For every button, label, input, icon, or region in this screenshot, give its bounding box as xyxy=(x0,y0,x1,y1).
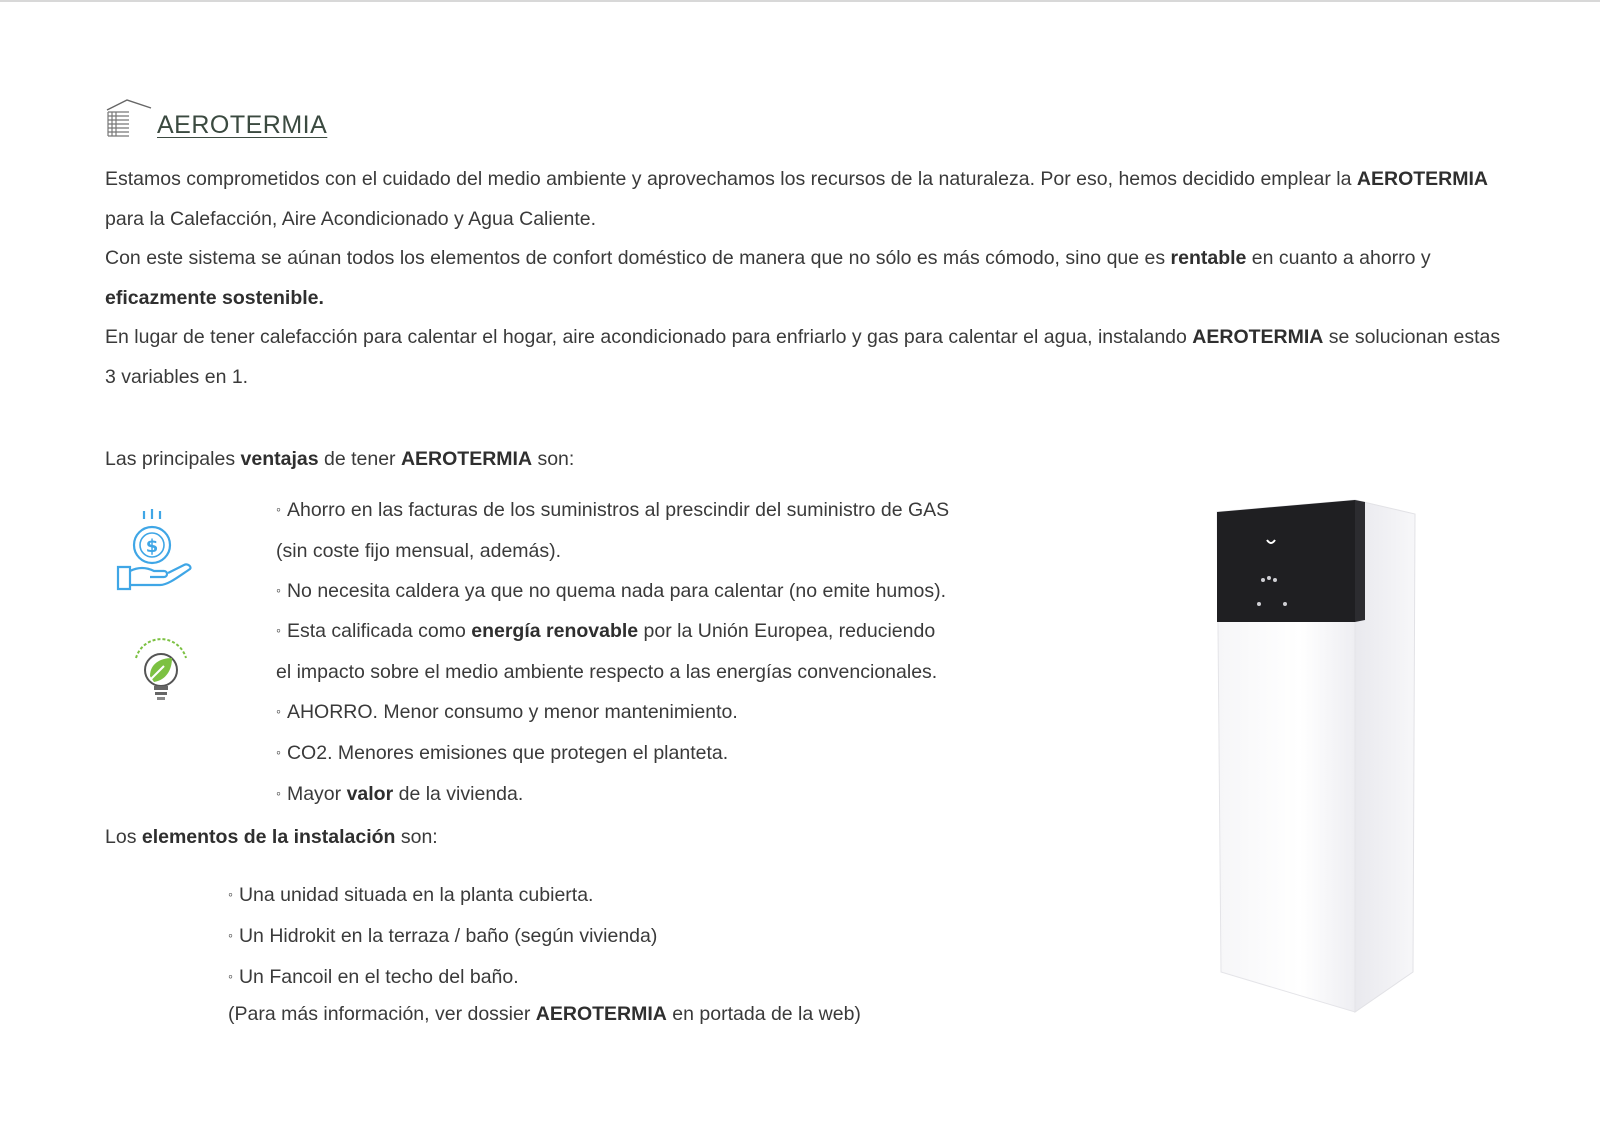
intro-paragraph-3 xyxy=(105,318,1515,397)
list-item xyxy=(276,734,1096,775)
bold-run: eficazmente sostenible. xyxy=(105,286,324,309)
list-item xyxy=(276,572,1096,613)
bold-run: AEROTERMIA xyxy=(400,448,533,470)
bullet: ◦ xyxy=(228,886,233,902)
more-info-note xyxy=(228,995,861,1034)
list-item xyxy=(276,612,1096,693)
list-item xyxy=(276,775,1096,816)
list-item xyxy=(276,491,1096,572)
bullet: ◦ xyxy=(228,967,233,984)
heat-pump-unit-illustration xyxy=(1215,492,1425,1022)
text-run: Estamos comprometidos con el cuidado del medio ambiente y aprovechamos los recursos de la naturaleza. Por eso, hemos decidido emplear la xyxy=(105,168,1357,190)
intro-text xyxy=(105,160,1515,398)
text-run: en portada de la web) xyxy=(666,1003,861,1025)
elements-list xyxy=(228,876,657,998)
bullet: ◦ xyxy=(228,926,233,943)
list-item xyxy=(228,876,657,917)
intro-paragraph-2 xyxy=(105,239,1515,318)
save-energy-bulb-icon xyxy=(128,636,194,708)
bold-run: AEROTERMIA xyxy=(535,1003,667,1025)
text-run: de tener xyxy=(318,448,401,470)
text-run: Un Fancoil en el techo del baño. xyxy=(238,965,519,988)
bold-run: energía renovable xyxy=(471,620,639,643)
text-run: el impacto sobre el medio ambiente respecto a las energías convencionales. xyxy=(276,661,938,684)
text-run: Un Hidrokit en la terraza / baño (según vivienda) xyxy=(238,924,658,947)
text-run: No necesita caldera ya que no quema nada para calentar (no emite humos). xyxy=(286,579,947,602)
bold-run: elementos de la instalación xyxy=(141,826,396,848)
bold-run: AEROTERMIA xyxy=(1192,326,1324,349)
money-hand-icon xyxy=(116,507,196,595)
text-run: Las principales xyxy=(105,448,241,470)
page-title: AEROTERMIA xyxy=(157,111,328,139)
text-run: se solucionan estas 3 variables en 1. xyxy=(105,326,1501,388)
text-run: AHORRO. Menor consumo y menor mantenimiento. xyxy=(286,700,738,723)
advantages-lead xyxy=(105,440,574,479)
text-run: de la vivienda. xyxy=(393,782,524,805)
bullet: ◦ xyxy=(276,743,281,760)
page-heading xyxy=(105,96,327,140)
building-icon xyxy=(105,98,153,140)
text-run: son: xyxy=(395,826,438,848)
text-run: En lugar de tener calefacción para calentar el hogar, aire acondicionado para enfriarlo y gas para calentar el agua, instalando xyxy=(105,326,1193,349)
elements-lead xyxy=(105,818,438,857)
text-run: Esta calificada como xyxy=(286,620,472,643)
bullet: ◦ xyxy=(276,501,281,517)
intro-paragraph-1 xyxy=(105,160,1515,239)
list-item xyxy=(228,917,657,958)
bullet: ◦ xyxy=(276,784,281,801)
text-run: (sin coste fijo mensual, además). xyxy=(276,539,562,562)
text-run: por la Unión Europea, reduciendo xyxy=(638,620,936,643)
text-run: Una unidad situada en la planta cubierta. xyxy=(238,884,594,906)
bold-run: rentable xyxy=(1170,247,1247,270)
bold-run: ventajas xyxy=(240,448,319,470)
text-run: Ahorro en las facturas de los suministros al prescindir del suministro de GAS xyxy=(286,499,950,521)
text-run: para la Calefacción, Aire Acondicionado y Agua Caliente. xyxy=(105,207,597,230)
bullet: ◦ xyxy=(276,622,281,639)
text-run: Mayor xyxy=(286,782,347,805)
bold-run: AEROTERMIA xyxy=(1356,168,1488,190)
svg-text:$: $ xyxy=(145,536,159,557)
list-item xyxy=(228,958,657,999)
bold-run: valor xyxy=(346,782,394,805)
advantages-list xyxy=(276,491,1096,815)
text-run: CO2. Menores emisiones que protegen el planteta. xyxy=(286,741,729,764)
bullet: ◦ xyxy=(276,581,281,598)
text-run: en cuanto a ahorro y xyxy=(1246,247,1431,270)
text-run: son: xyxy=(532,448,575,470)
bullet: ◦ xyxy=(276,702,281,719)
text-run: Los xyxy=(105,826,142,848)
list-item xyxy=(276,693,1096,734)
text-run: (Para más información, ver dossier xyxy=(228,1003,536,1025)
text-run: Con este sistema se aúnan todos los elementos de confort doméstico de manera que no sólo es más cómodo, sino que es xyxy=(105,247,1171,270)
